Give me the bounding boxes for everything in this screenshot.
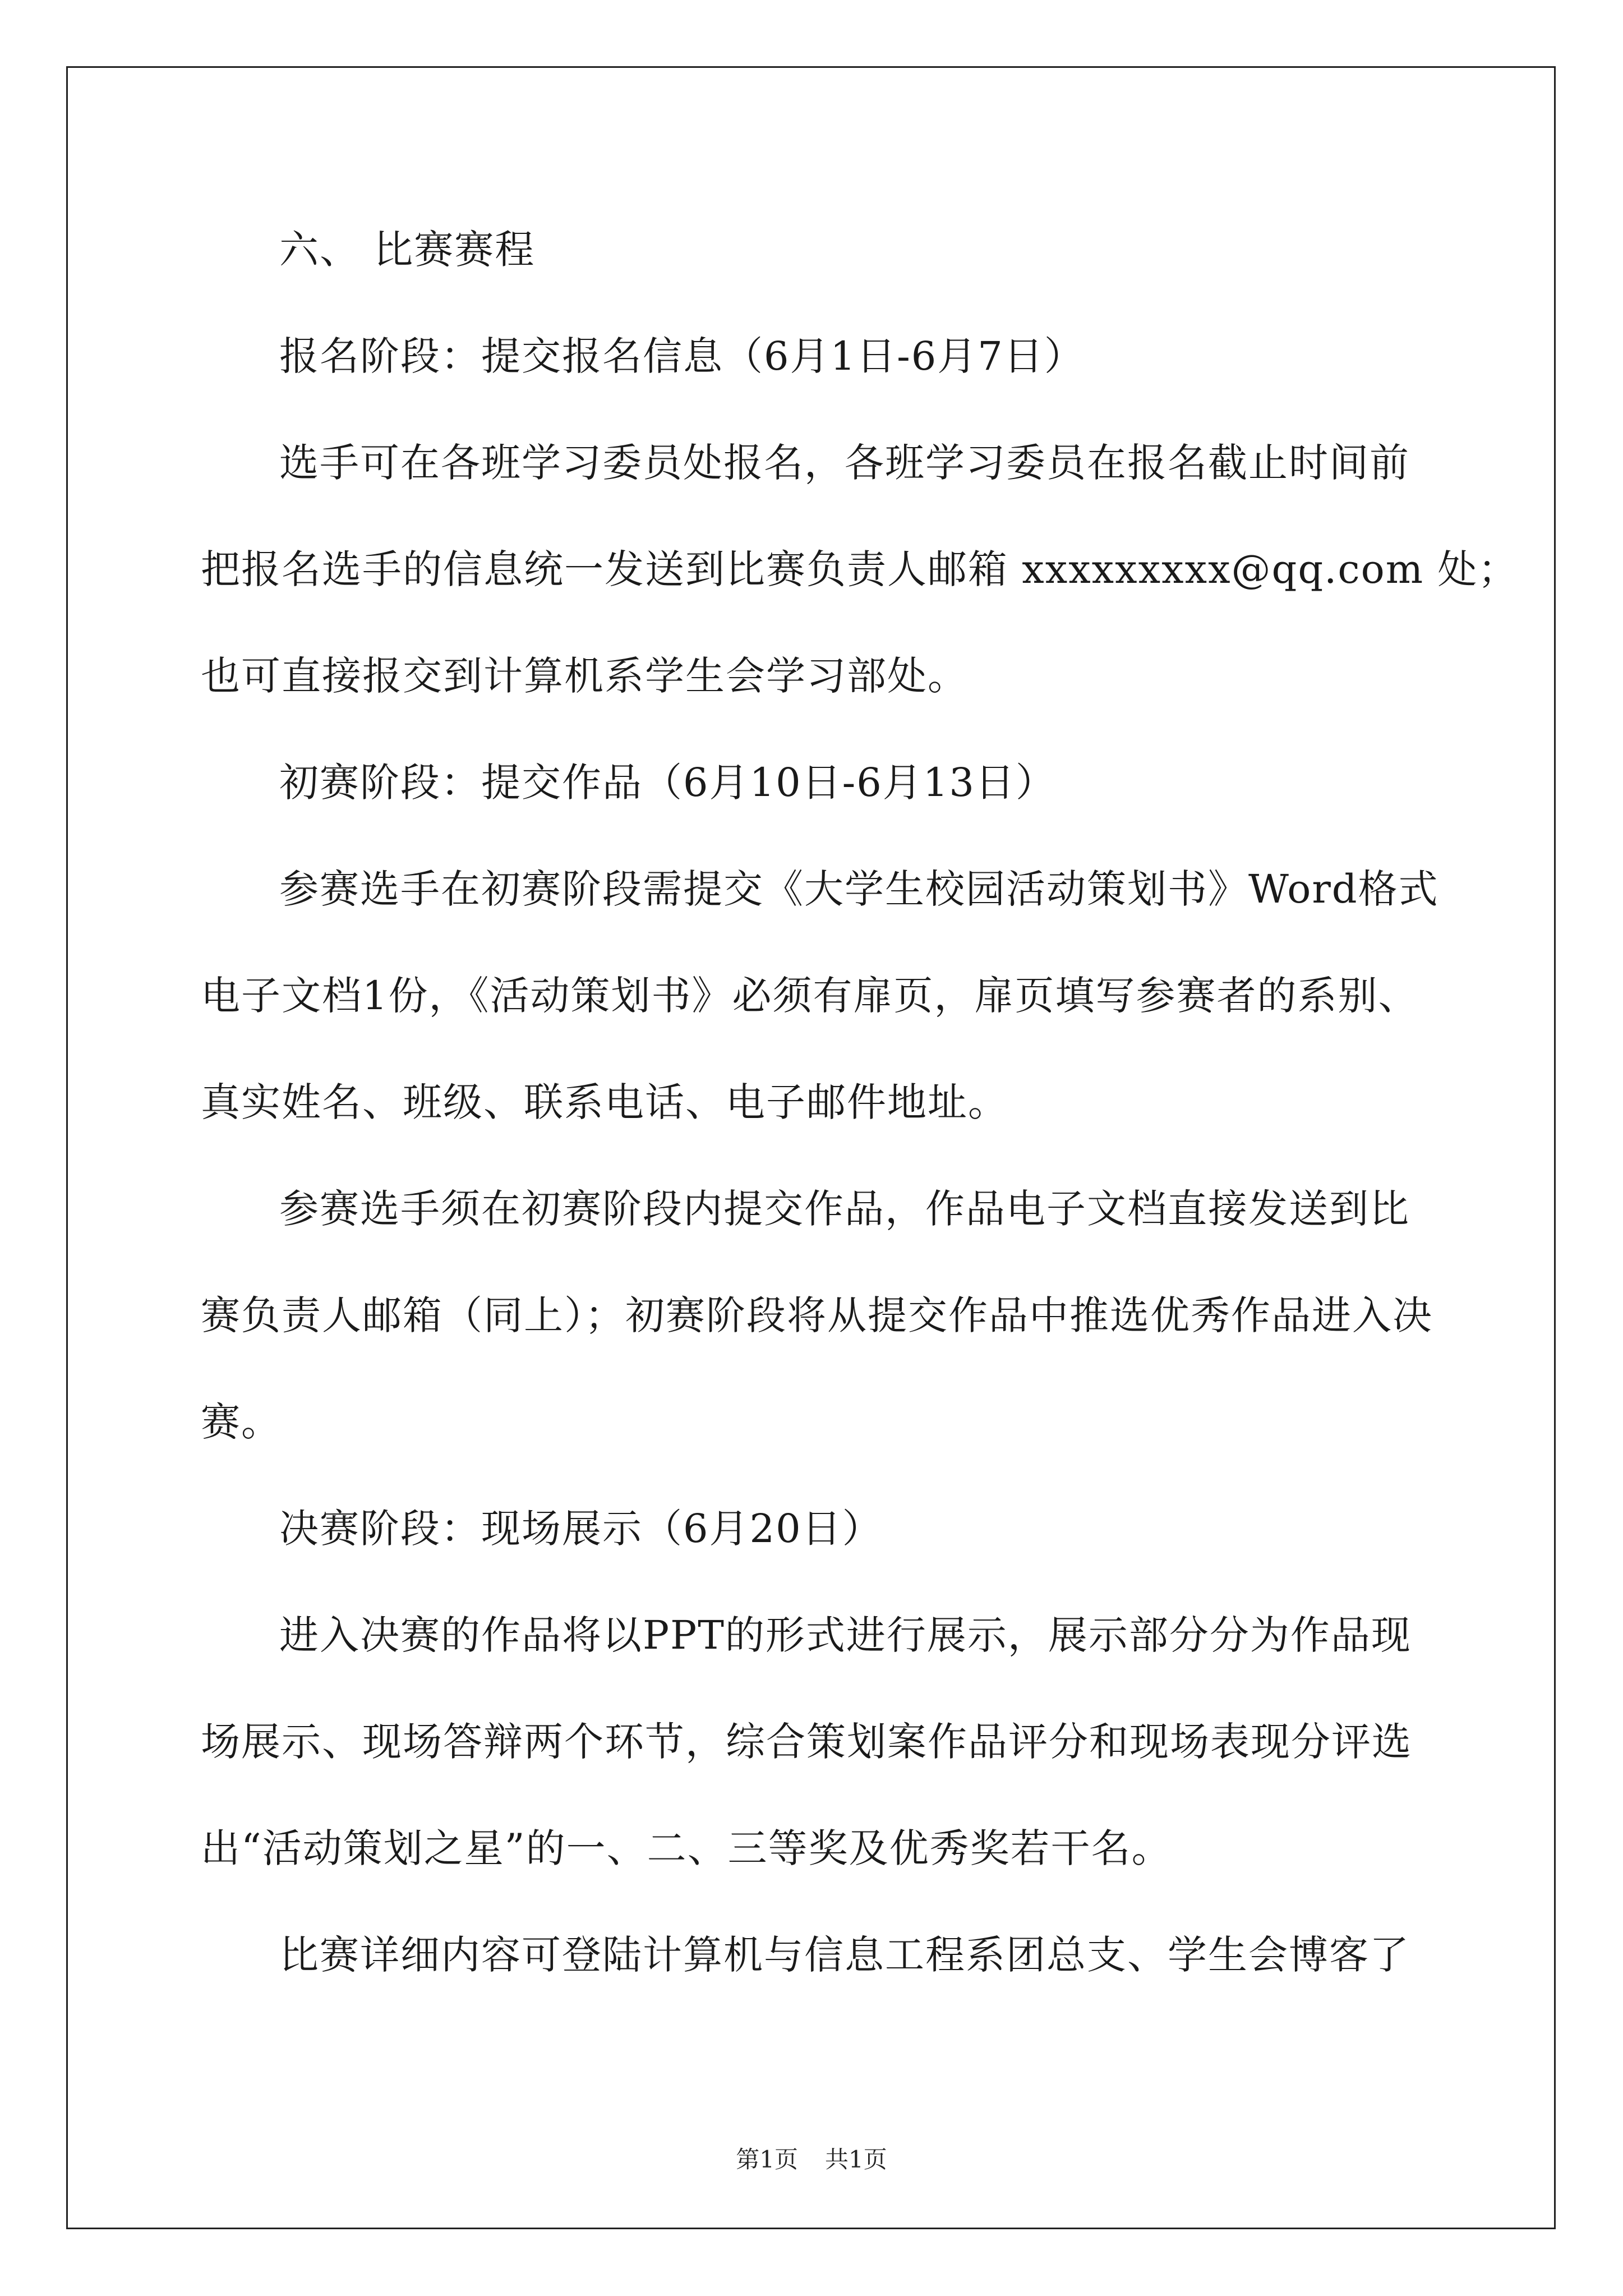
paragraph-line: 参赛选手在初赛阶段需提交《大学生校园活动策划书》Word格式 bbox=[279, 866, 1439, 912]
paragraph-line: 真实姓名、班级、联系电话、电子邮件地址。 bbox=[201, 1079, 1008, 1125]
paragraph-line: 出“活动策划之星”的一、二、三等奖及优秀奖若干名。 bbox=[201, 1825, 1172, 1871]
paragraph-line: 报名阶段：提交报名信息（6月1日-6月7日） bbox=[279, 333, 1085, 379]
paragraph-line: 赛负责人邮箱（同上）；初赛阶段将从提交作品中推选优秀作品进入决 bbox=[201, 1292, 1433, 1338]
paragraph-line: 进入决赛的作品将以PPT的形式进行展示，展示部分分为作品现 bbox=[279, 1612, 1412, 1658]
page-footer bbox=[0, 2143, 1623, 2177]
page-number: 第1页 bbox=[736, 2146, 798, 2173]
paragraph-line: 初赛阶段：提交作品（6月10日-6月13日） bbox=[279, 760, 1056, 806]
page-total: 共1页 bbox=[825, 2146, 887, 2173]
paragraph-line: 选手可在各班学习委员处报名，各班学习委员在报名截止时间前 bbox=[279, 440, 1410, 486]
paragraph-line: 赛。 bbox=[201, 1399, 282, 1445]
paragraph-line: 决赛阶段：现场展示（6月20日） bbox=[279, 1506, 883, 1552]
section-heading: 六、 比赛赛程 bbox=[279, 227, 536, 273]
paragraph-line: 比赛详细内容可登陆计算机与信息工程系团总支、学生会博客了 bbox=[279, 1932, 1410, 1978]
paragraph-line: 电子文档1份，《活动策划书》必须有扉页，扉页填写参赛者的系别、 bbox=[201, 973, 1419, 1019]
paragraph-line: 参赛选手须在初赛阶段内提交作品，作品电子文档直接发送到比 bbox=[279, 1186, 1410, 1232]
paragraph-line: 场展示、现场答辩两个环节，综合策划案作品评分和现场表现分评选 bbox=[201, 1719, 1412, 1765]
page-border bbox=[66, 66, 1556, 2229]
paragraph-line: 把报名选手的信息统一发送到比赛负责人邮箱 xxxxxxxxx@qq.com 处； bbox=[201, 546, 1519, 592]
paragraph-line: 也可直接报交到计算机系学生会学习部处。 bbox=[201, 653, 968, 699]
